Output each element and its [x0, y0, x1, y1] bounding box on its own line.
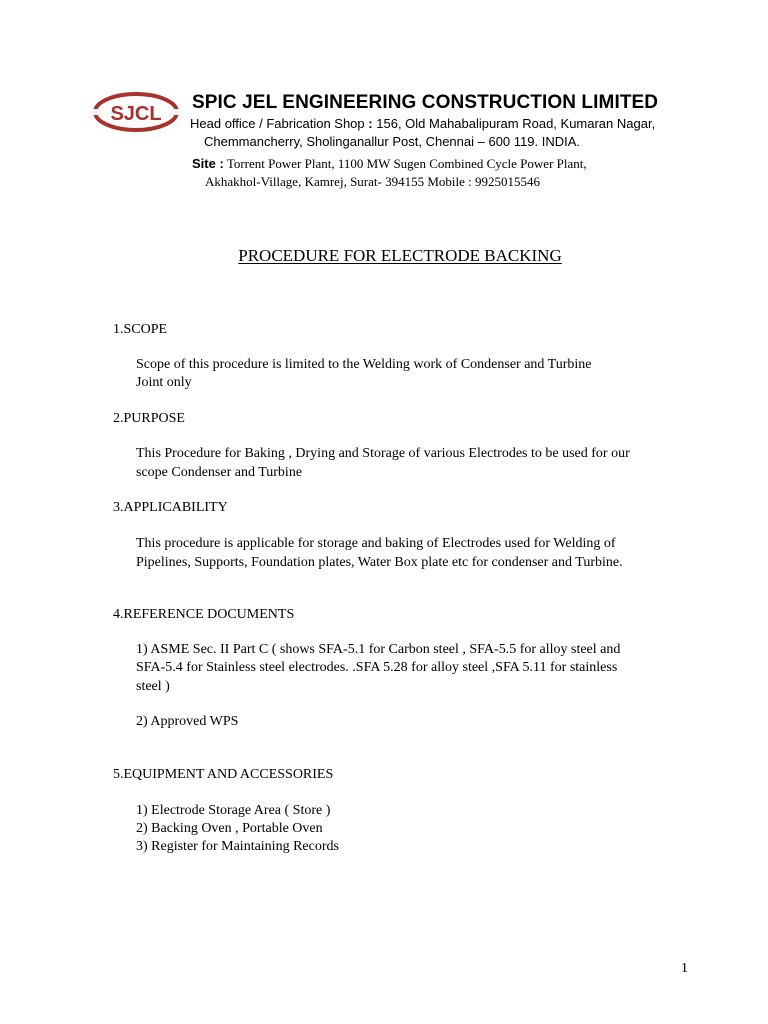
page-number: 1 — [681, 961, 688, 976]
purpose-line-2: scope Condenser and Turbine — [136, 465, 303, 480]
logo-text: SJCL — [110, 103, 162, 125]
head-office-label: Head office / Fabrication Shop — [190, 116, 365, 131]
site-address-1: Torrent Power Plant, 1100 MW Sugen Combined Cycle Power Plant, — [226, 156, 587, 171]
applicability-line-2: Pipelines, Supports, Foundation plates, Water Box plate etc for condenser and Turbine. — [136, 555, 623, 570]
equipment-item-3: 3) Register for Maintaining Records — [136, 839, 339, 854]
site-address-2: Akhakhol-Village, Kamrej, Surat- 394155 Mobile : 9925015546 — [205, 174, 540, 189]
equipment-item-2: 2) Backing Oven , Portable Oven — [136, 821, 323, 836]
reference-line-3: steel ) — [136, 679, 170, 694]
equipment-item-1: 1) Electrode Storage Area ( Store ) — [136, 803, 331, 818]
section-heading-purpose: 2.PURPOSE — [113, 411, 185, 426]
purpose-line-1: This Procedure for Baking , Drying and Storage of various Electrodes to be used for our — [136, 446, 630, 461]
company-logo — [92, 91, 180, 133]
head-office-address-2: Chemmancherry, Sholinganallur Post, Chennai – 600 119. INDIA. — [204, 134, 580, 149]
section-heading-scope: 1.SCOPE — [113, 322, 168, 337]
section-heading-applicability: 3.APPLICABILITY — [113, 500, 228, 515]
reference-line-4: 2) Approved WPS — [136, 714, 239, 729]
scope-line-2: Joint only — [136, 375, 192, 390]
document-title: PROCEDURE FOR ELECTRODE BACKING — [238, 246, 562, 265]
site-label: Site : — [192, 156, 224, 171]
scope-line-1: Scope of this procedure is limited to the Welding work of Condenser and Turbine — [136, 357, 592, 372]
head-office-address-1: 156, Old Mahabalipuram Road, Kumaran Nagar, — [376, 116, 656, 131]
section-heading-equipment: 5.EQUIPMENT AND ACCESSORIES — [113, 767, 334, 782]
section-heading-reference-documents: 4.REFERENCE DOCUMENTS — [113, 607, 295, 622]
reference-line-1: 1) ASME Sec. II Part C ( shows SFA-5.1 for Carbon steel , SFA-5.5 for alloy steel and — [136, 642, 621, 657]
head-office-line-1: Head office / Fabrication Shop : 156, Old Mahabalipuram Road, Kumaran Nagar, — [190, 116, 656, 131]
company-name: SPIC JEL ENGINEERING CONSTRUCTION LIMITED — [192, 92, 659, 113]
reference-line-2: SFA-5.4 for Stainless steel electrodes. .SFA 5.28 for alloy steel ,SFA 5.11 for stainless — [136, 660, 618, 675]
applicability-line-1: This procedure is applicable for storage and baking of Electrodes used for Welding of — [136, 536, 616, 551]
site-line-1 — [192, 156, 587, 172]
